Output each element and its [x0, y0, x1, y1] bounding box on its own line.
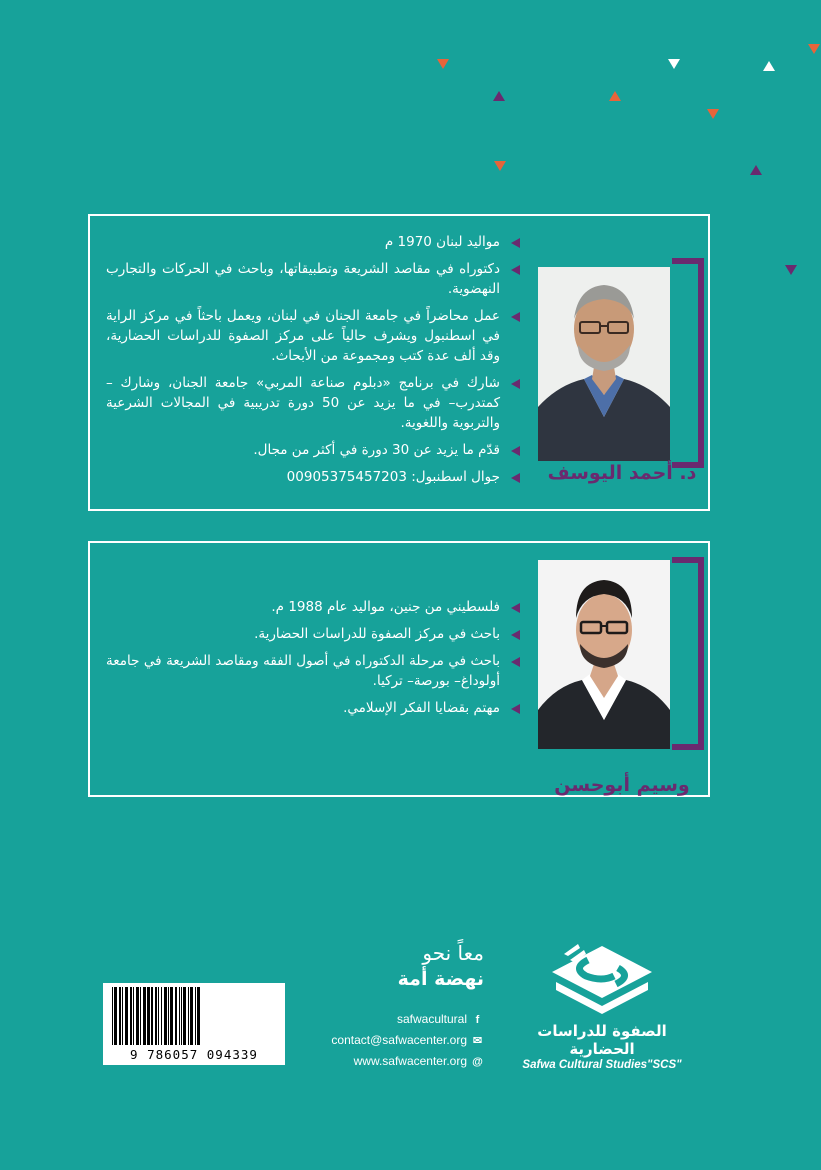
barcode-bar [125, 987, 128, 1045]
author-name: د. أحمد اليوسف [547, 462, 697, 484]
barcode-bar [188, 987, 189, 1045]
barcode-bar [130, 987, 132, 1045]
barcode-bars [103, 983, 285, 1049]
contact-facebook [331, 1009, 483, 1030]
triangle-decor [493, 91, 505, 101]
bio-item: جوال اسطنبول: 00905375457203 [106, 467, 522, 487]
bio-item: باحث في مركز الصفوة للدراسات الحضارية. [106, 624, 522, 644]
email-link[interactable]: contact@safwacenter.org [331, 1033, 467, 1047]
author-card [88, 541, 710, 797]
bio-item: قدّم ما يزيد عن 30 دورة في أكثر من مجال. [106, 440, 522, 460]
bullet-arrow-icon [511, 473, 520, 483]
bio-item: دكتوراه في مقاصد الشريعة وتطبيقاتها، وباحث في الحركات والتجارب النهضوية. [106, 259, 522, 299]
slogan-line2: نهضة أمة [397, 968, 484, 990]
slogan-line1: معاً نحو [422, 941, 484, 965]
contact-email [331, 1030, 483, 1051]
barcode-bar [151, 987, 153, 1045]
author-photo-frame [536, 258, 704, 483]
author-photo [538, 267, 670, 461]
bio-item: مهتم بقضايا الفكر الإسلامي. [106, 698, 522, 718]
barcode-bar [143, 987, 146, 1045]
barcode-bar [147, 987, 150, 1045]
barcode-bar [190, 987, 193, 1045]
bullet-arrow-icon [511, 704, 520, 714]
barcode-bar [195, 987, 196, 1045]
barcode-bar [197, 987, 200, 1045]
barcode-bar [161, 987, 162, 1045]
barcode-bar [119, 987, 121, 1045]
triangle-decor [707, 109, 719, 119]
isbn-barcode [103, 983, 285, 1065]
barcode-bar [158, 987, 159, 1045]
author-photo-frame [536, 557, 704, 796]
bullet-arrow-icon [511, 238, 520, 248]
publisher-name-en: Safwa Cultural Studies"SCS" [522, 1059, 682, 1071]
facebook-icon: f [475, 1014, 480, 1026]
barcode-bar [122, 987, 123, 1045]
bio-item: عمل محاضراً في جامعة الجنان في لبنان، ويعمل باحثاً في مركز الراية في اسطنبول ويشرف حالياً على مركز الصفوة للدراسات الحضارية، وقد ألف عدة كتب ومجموعة من الأبحاث. [106, 306, 522, 366]
bullet-arrow-icon [511, 446, 520, 456]
slogan [398, 940, 484, 992]
barcode-bar [140, 987, 141, 1045]
website-link[interactable]: www.safwacenter.org [353, 1054, 467, 1068]
triangle-decor [609, 91, 621, 101]
barcode-bar [136, 987, 139, 1045]
triangle-decor [785, 265, 797, 275]
bio-item: شارك في برنامج «دبلوم صناعة المربي» جامعة الجنان، وشارك –كمتدرب– في ما يزيد عن 50 دورة تدريبية في المجالات الشرعية والتربوية واللغوية. [106, 373, 522, 433]
bio-item: فلسطيني من جنين، مواليد عام 1988 م. [106, 597, 522, 617]
author-photo [538, 560, 670, 749]
triangle-decor [750, 165, 762, 175]
triangle-decor [437, 59, 449, 69]
bullet-arrow-icon [511, 265, 520, 275]
man-portrait-icon [538, 267, 670, 461]
barcode-bar [164, 987, 167, 1045]
barcode-bar [133, 987, 134, 1045]
facebook-handle[interactable]: safwacultural [396, 1012, 467, 1026]
barcode-bar [155, 987, 157, 1045]
frame-bracket [672, 557, 704, 750]
triangle-decor [808, 44, 820, 54]
frame-bracket [672, 258, 704, 468]
author-bio-list [106, 232, 522, 494]
safwa-logo-icon [542, 942, 662, 1020]
barcode-bar [179, 987, 180, 1045]
contact-list [331, 1009, 483, 1072]
bio-item: باحث في مرحلة الدكتوراه في أصول الفقه ومقاصد الشريعة في جامعة أولوداغ– بورصة– تركيا. [106, 651, 522, 691]
barcode-bar [114, 987, 117, 1045]
man-portrait-icon [538, 560, 670, 749]
author-card [88, 214, 710, 511]
bullet-arrow-icon [511, 657, 520, 667]
bio-item: مواليد لبنان 1970 م [106, 232, 522, 252]
publisher-name-ar: الصفوة للدراسات الحضارية [537, 1022, 667, 1058]
author-bio-list [106, 597, 522, 725]
barcode-bar [168, 987, 169, 1045]
publisher-logo [512, 942, 692, 1072]
barcode-bar [175, 987, 177, 1045]
barcode-digits: 9 786057 094339 [103, 1047, 285, 1062]
bullet-arrow-icon [511, 603, 520, 613]
author-name: وسيم أبوحسن [554, 774, 690, 796]
bullet-arrow-icon [511, 379, 520, 389]
bullet-arrow-icon [511, 630, 520, 640]
triangle-decor [494, 161, 506, 171]
bullet-arrow-icon [511, 312, 520, 322]
barcode-bar [181, 987, 182, 1045]
triangle-decor [668, 59, 680, 69]
triangle-decor [763, 61, 775, 71]
contact-web [331, 1051, 483, 1072]
barcode-bar [170, 987, 173, 1045]
barcode-bar [183, 987, 186, 1045]
envelope-icon: ✉ [472, 1035, 483, 1047]
barcode-bar [112, 987, 113, 1045]
at-icon: @ [472, 1056, 483, 1068]
